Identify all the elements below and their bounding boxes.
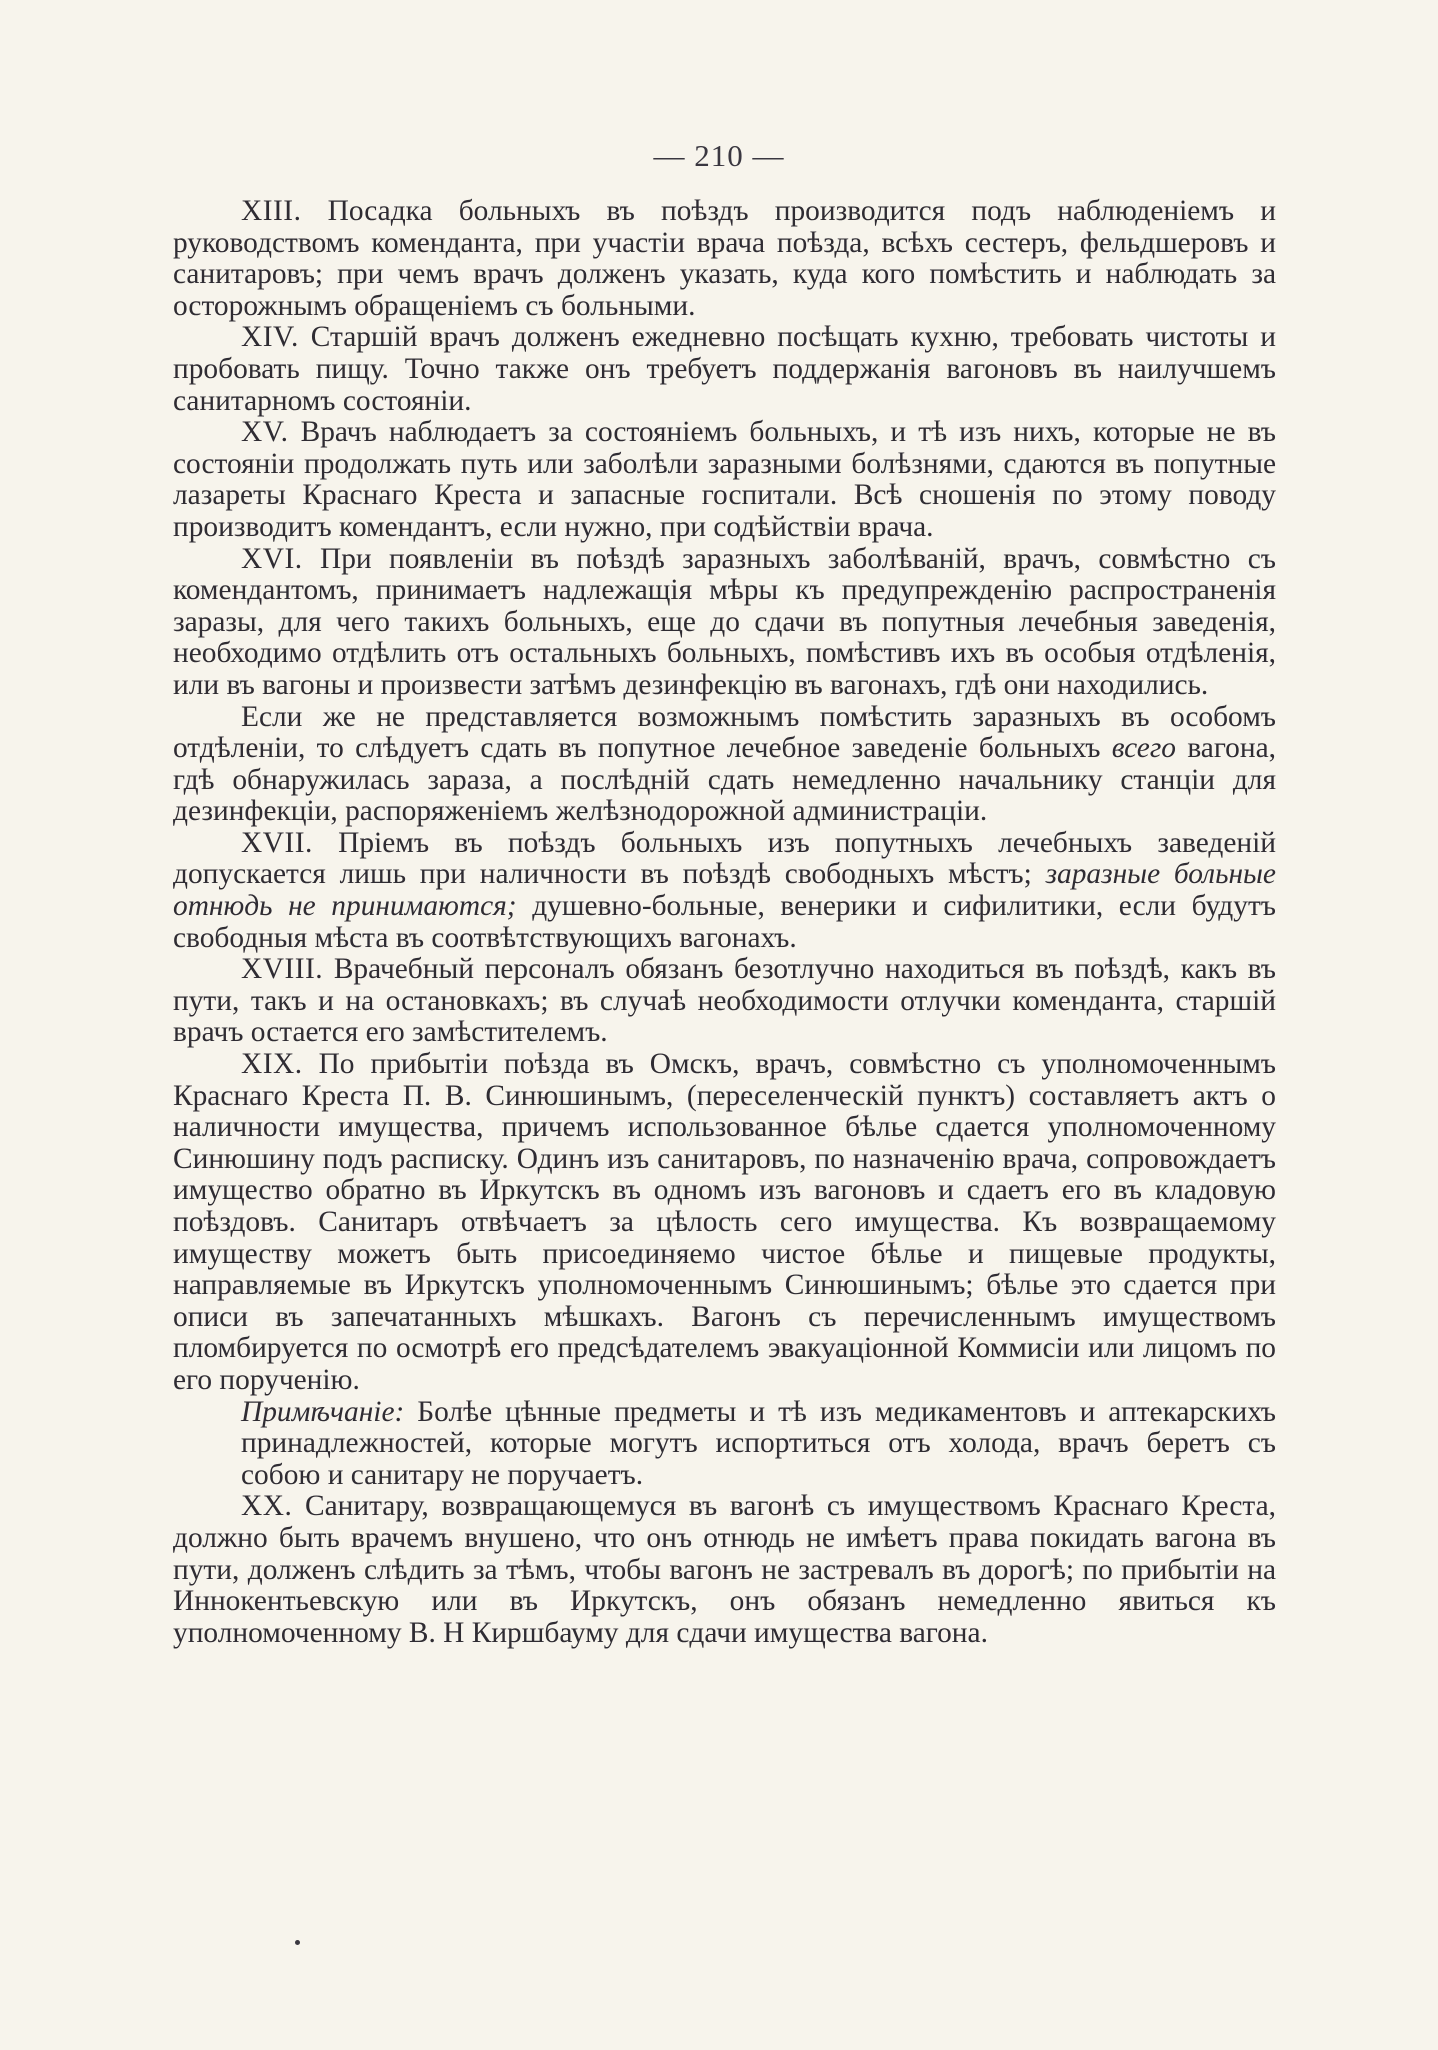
section-text-emphasis: всего xyxy=(1111,732,1176,765)
section-text-tail: душевно-больные, венерики и сифилитики, если будутъ свободныя мѣста въ соотвѣтствующихъ вагонахъ. xyxy=(173,890,1276,954)
section-text-emphasis: заразные больные отнюдь не принимаются; xyxy=(173,858,1276,923)
section-text: По прибытіи поѣзда въ Омскъ, врачъ, совмѣстно съ уполномоченнымъ Краснаго Креста П. В. Синюшинымъ, (переселенческій пунктъ) составляетъ актъ о наличности имущества, причемъ использованное бѣлье сдается уполномоченному Синюшину подъ расписку. Одинъ изъ санитаровъ, по назначенію врача, сопровождаетъ имущество обратно въ Иркутскъ въ одномъ изъ вагоновъ и сдаетъ его въ кладовую поѣздовъ. Санитаръ отвѣчаетъ за цѣлость сего имущества. Къ возвращаемому имуществу можетъ быть присоединяемо чистое бѣлье и пищевые продукты, направляемые въ Иркутскъ уполномоченнымъ Синюшинымъ; бѣлье это сдается при описи въ запечатанныхъ мѣшкахъ. Вагонъ съ перечисленнымъ имуществомъ пломбируется по осмотрѣ его предсѣдателемъ эвакуаціонной Коммисіи или лицомъ по его порученію. xyxy=(173,1048,1276,1396)
section-text: При появленіи въ поѣздѣ заразныхъ заболѣваній, врачъ, совмѣстно съ комендантомъ, принимаетъ надлежащія мѣры къ предупрежденію распространенія заразы, для чего такихъ больныхъ, еще до сдачи въ попутныя лечебныя заведенія, необходимо отдѣлить отъ остальныхъ больныхъ, помѣстивъ ихъ въ особыя отдѣленія, или въ вагоны и произвести затѣмъ дезинфекцію въ вагонахъ, гдѣ они находились. xyxy=(173,542,1276,701)
section-text-lead: Пріемъ въ поѣздъ больныхъ изъ попутныхъ лечебныхъ заведеній допускается лишь при наличности въ поѣздѣ свободныхъ мѣстъ; xyxy=(173,826,1276,891)
note-label: Примѣчаніе: xyxy=(241,1395,405,1428)
section-xvi-continued xyxy=(173,702,1276,828)
page-number: — 210 — xyxy=(653,138,785,173)
note-text: Болѣе цѣнные предметы и тѣ изъ медикаментовъ и аптекарскихъ принадлежностей, которые могутъ испортиться отъ холода, врачъ беретъ съ собою и санитару не поручаетъ. xyxy=(241,1395,1276,1491)
section-number: XV. xyxy=(241,416,289,449)
section-xvii xyxy=(173,828,1276,954)
section-text-tail: вагона, гдѣ обнаружилась зараза, а послѣдній сдать немедленно начальнику станціи для дезинфекціи, распоряженіемъ желѣзнодорожной администраціи. xyxy=(173,732,1276,828)
note-paragraph xyxy=(241,1397,1276,1492)
section-text: Старшій врачъ долженъ ежедневно посѣщать кухню, требовать чистоты и пробовать пищу. Точно также онъ требуетъ поддержанія вагоновъ въ наилучшемъ санитарномъ состояніи. xyxy=(173,321,1276,417)
section-xiv xyxy=(173,322,1276,417)
section-number: XIV. xyxy=(241,321,299,354)
section-number: XIII. xyxy=(241,195,302,227)
document-body xyxy=(173,196,1276,1649)
section-text: Санитару, возвращающемуся въ вагонѣ съ имуществомъ Краснаго Креста, должно быть врачемъ внушено, что онъ отнюдь не имѣетъ права покидать вагона въ пути, долженъ слѣдить за тѣмъ, чтобы вагонъ не застревалъ въ дорогѣ; по прибытіи на Иннокентьевскую или въ Иркутскъ, онъ обязанъ немедленно явиться къ уполномоченному В. Н Киршбауму для сдачи имущества вагона. xyxy=(173,1490,1276,1649)
section-text: Врачебный персоналъ обязанъ безотлучно находиться въ поѣздѣ, какъ въ пути, такъ и на остановкахъ; въ случаѣ необходимости отлучки коменданта, старшій врачъ остается его замѣстителемъ. xyxy=(173,953,1276,1049)
section-xvi xyxy=(173,544,1276,702)
section-number: XVI. xyxy=(241,542,303,575)
section-number: XX. xyxy=(241,1490,293,1523)
section-number: XVII. xyxy=(241,826,313,859)
section-xiii xyxy=(173,196,1276,322)
section-xix xyxy=(173,1049,1276,1397)
section-text: Посадка больныхъ въ поѣздъ производится подъ наблюденіемъ и руководствомъ коменданта, при участіи врача поѣзда, всѣхъ сестеръ, фельдшеровъ и санитаровъ; при чемъ врачъ долженъ указать, куда кого помѣстить и наблюдать за осторожнымъ обращеніемъ съ больными. xyxy=(173,195,1276,322)
section-xviii xyxy=(173,954,1276,1049)
section-text-lead: Если же не представляется возможнымъ помѣстить заразныхъ въ особомъ отдѣленіи, то слѣдуетъ сдать въ попутное лечебное заведеніе больныхъ xyxy=(173,700,1276,765)
section-text: Врачъ наблюдаетъ за состояніемъ больныхъ, и тѣ изъ нихъ, которые не въ состояніи продолжать путь или заболѣли заразными болѣзнями, сдаются въ попутные лазареты Краснаго Креста и запасные госпитали. Всѣ сношенія по этому поводу производитъ комендантъ, если нужно, при содѣйствіи врача. xyxy=(173,416,1276,543)
section-xv xyxy=(173,417,1276,543)
section-number: XVIII. xyxy=(241,953,324,986)
section-xx xyxy=(173,1491,1276,1649)
print-speck xyxy=(295,1940,300,1945)
section-number: XIX. xyxy=(241,1048,303,1081)
